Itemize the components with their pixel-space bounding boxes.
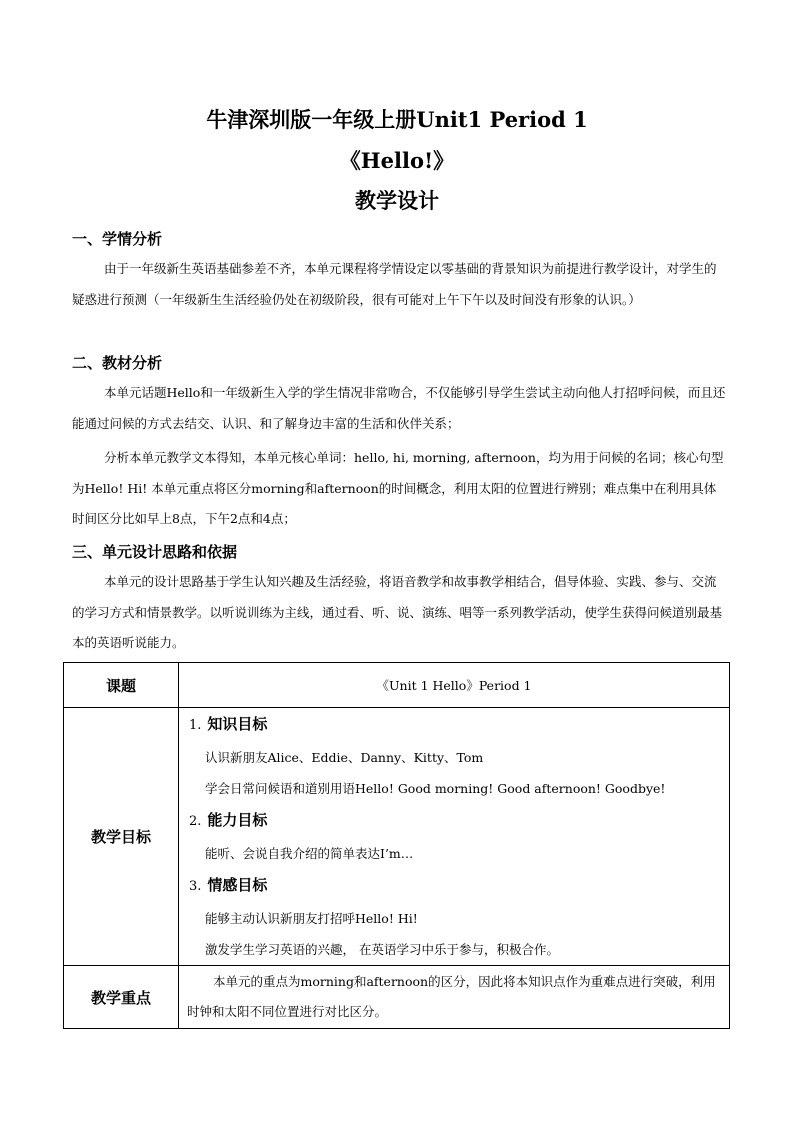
goal-line: 激发学生学习英语的兴趣， 在英语学习中乐于参与，积极合作。 bbox=[205, 942, 559, 957]
focus-text: 本单元的重点为morning和afternoon的区分，因此将本知识点作为重难点进行突破，利用时钟和太阳不同位置进行对比区分。 bbox=[187, 974, 716, 1019]
section-heading-learner-analysis: 一、学情分析 bbox=[72, 230, 163, 248]
topic-label: 课题 bbox=[64, 663, 179, 708]
table-row-topic bbox=[64, 663, 730, 708]
focus-content bbox=[179, 966, 730, 1029]
goal-heading-knowledge: 1. 知识目标 bbox=[189, 715, 268, 733]
topic-value: 《Unit 1 Hello》Period 1 bbox=[179, 663, 730, 708]
goal-line: 能听、会说自我介绍的简单表达I’m… bbox=[205, 846, 414, 861]
section-heading-design-rationale: 三、单元设计思路和依据 bbox=[72, 543, 238, 561]
paragraph-design-rationale: 本单元的设计思路基于学生认知兴趣及生活经验，将语音教学和故事教学相结合，倡导体验、实践、参与、交流的学习方式和情景教学。以听说训练为主线，通过看、听、说、演练、唱等一系列教学活动，使学生获得问候道别最基本的英语听说能力。 bbox=[72, 574, 723, 650]
goal-heading-ability: 2. 能力目标 bbox=[189, 811, 268, 829]
document-subtitle: 《Hello!》 bbox=[339, 148, 455, 173]
document-title: 牛津深圳版一年级上册Unit1 Period 1 bbox=[206, 107, 588, 132]
table-row-goals bbox=[64, 708, 730, 966]
goal-heading-emotion: 3. 情感目标 bbox=[189, 876, 268, 894]
paragraph-textbook-topic: 本单元话题Hello和一年级新生入学的学生情况非常吻合，不仅能够引导学生尝试主动向他人打招呼问候，而且还能通过问候的方式去结交、认识、和了解身边丰富的生活和伙伴关系； bbox=[72, 385, 726, 431]
table-row-focus bbox=[64, 966, 730, 1029]
goals-content bbox=[179, 708, 730, 966]
goal-line: 认识新朋友Alice、Eddie、Danny、Kitty、Tom bbox=[205, 750, 484, 765]
goal-line: 学会日常问候语和道别用语Hello! Good morning! Good afternoon! Goodbye! bbox=[205, 781, 666, 796]
paragraph-textbook-vocabulary: 分析本单元教学文本得知，本单元核心单词：hello, hi, morning, afternoon，均为用于问候的名词；核心句型为Hello! Hi! 本单元重点将区分morning和afternoon的时间概念，利用太阳的位置进行辨别；难点集中在利用具体时间区分比如早上8点，下午2点和4点； bbox=[72, 450, 724, 526]
goal-line: 能够主动认识新朋友打招呼Hello! Hi! bbox=[205, 911, 418, 926]
paragraph-learner-analysis: 由于一年级新生英语基础参差不齐，本单元课程将学情设定以零基础的背景知识为前提进行教学设计，对学生的疑惑进行预测（一年级新生生活经验仍处在初级阶段，很有可能对上午下午以及时间没有形象的认识。） bbox=[72, 261, 717, 307]
goals-label: 教学目标 bbox=[64, 708, 179, 966]
section-heading-textbook-analysis: 二、教材分析 bbox=[72, 354, 163, 372]
lesson-table bbox=[63, 662, 730, 1029]
focus-label: 教学重点 bbox=[64, 966, 179, 1029]
document-type-title: 教学设计 bbox=[355, 188, 439, 213]
